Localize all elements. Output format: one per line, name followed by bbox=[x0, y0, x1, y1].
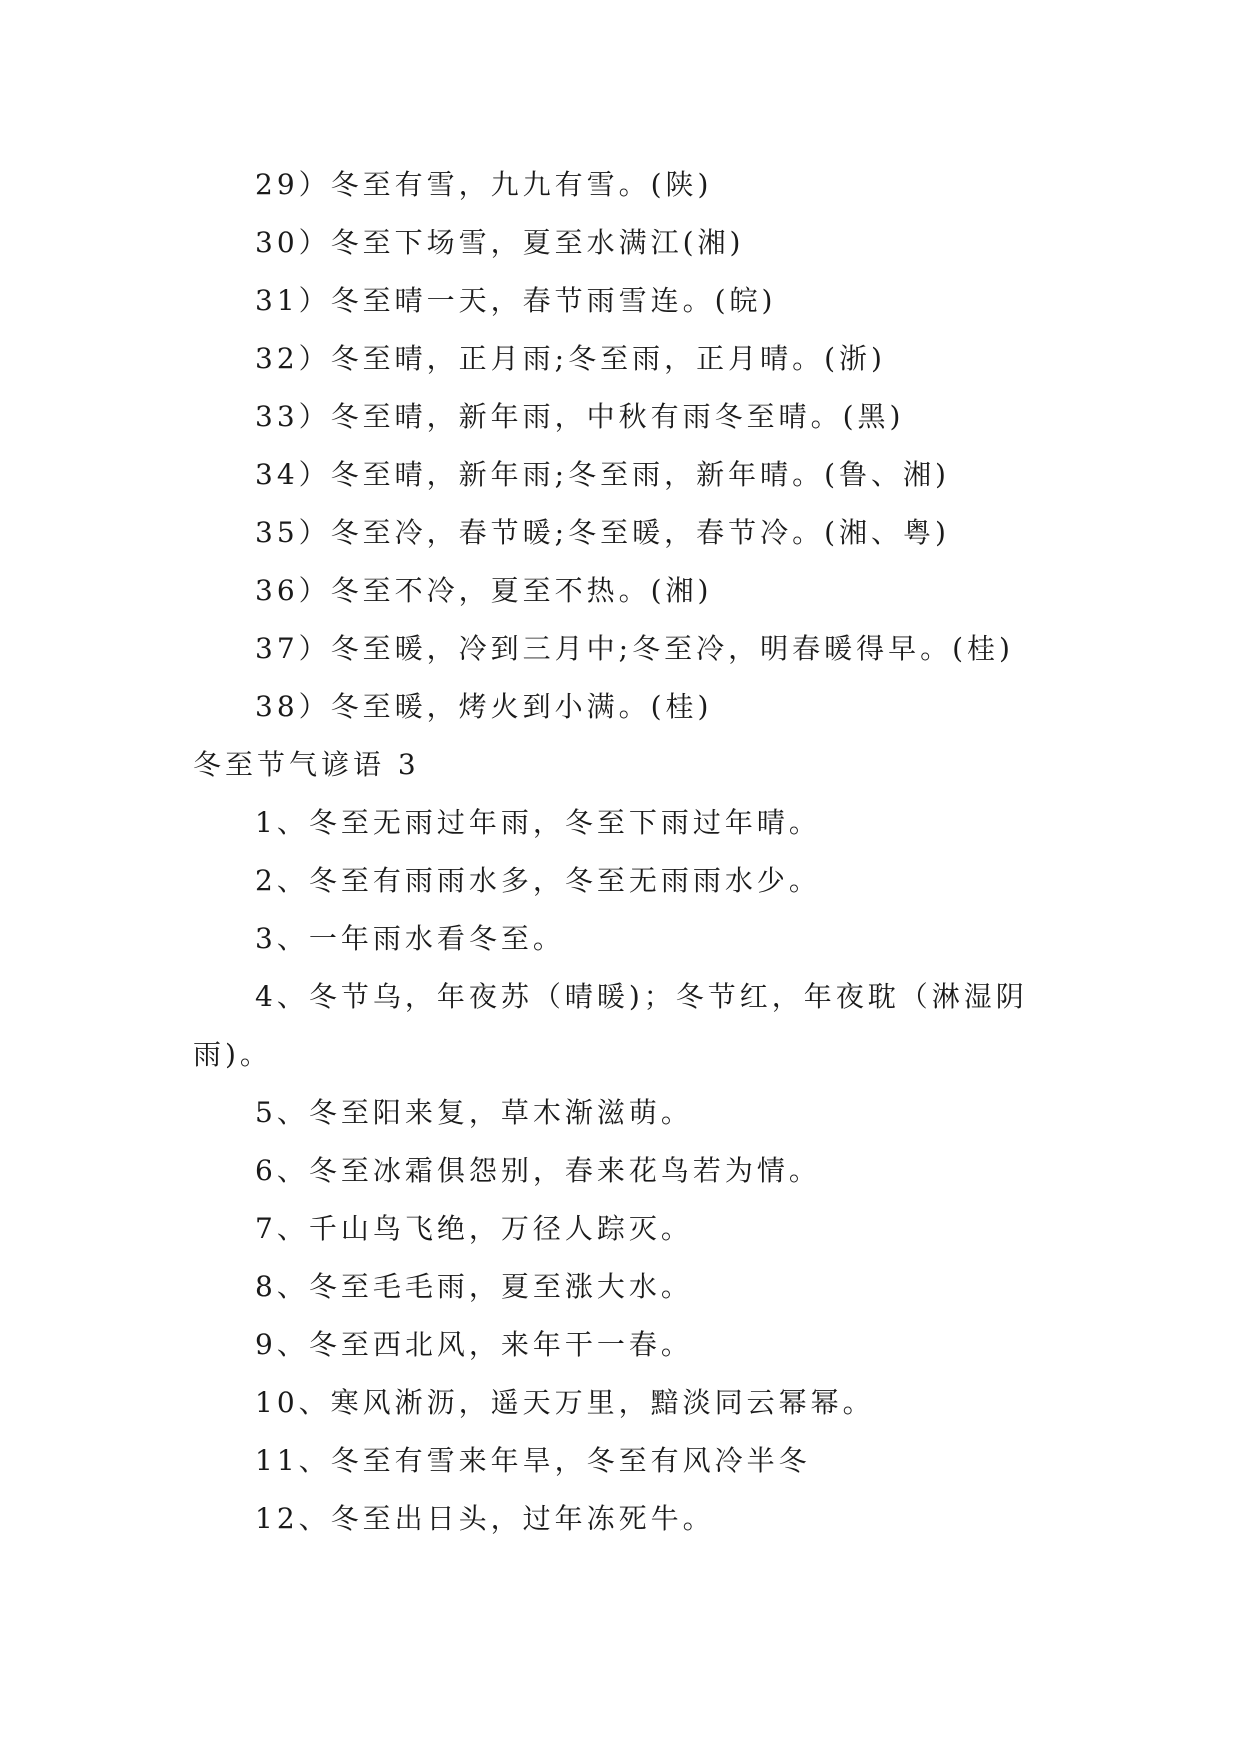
proverb-item: 9、冬至西北风，来年干一春。 bbox=[255, 1328, 693, 1361]
proverb-item: 5、冬至阳来复，草木渐滋萌。 bbox=[255, 1096, 693, 1129]
proverb-item: 33）冬至晴，新年雨，中秋有雨冬至晴。(黑) bbox=[255, 400, 905, 433]
proverb-item: 10、寒风淅沥，遥天万里，黯淡同云幂幂。 bbox=[255, 1386, 875, 1419]
proverb-item: 29）冬至有雪，九九有雪。(陕) bbox=[255, 168, 713, 201]
proverb-item: 38）冬至暖，烤火到小满。(桂) bbox=[255, 690, 713, 723]
proverb-item: 11、冬至有雪来年旱，冬至有风冷半冬 bbox=[255, 1444, 811, 1477]
proverb-item: 4、冬节乌，年夜苏（晴暖)；冬节红，年夜耽（淋湿阴雨)。 bbox=[193, 980, 1028, 1071]
proverb-item: 30）冬至下场雪，夏至水满江(湘) bbox=[255, 226, 745, 259]
proverb-item: 36）冬至不冷，夏至不热。(湘) bbox=[255, 574, 713, 607]
proverb-item: 34）冬至晴，新年雨;冬至雨，新年晴。(鲁、湘) bbox=[255, 458, 950, 491]
document-content bbox=[193, 156, 1073, 1548]
proverb-item: 31）冬至晴一天，春节雨雪连。(皖) bbox=[255, 284, 777, 317]
proverb-item: 12、冬至出日头，过年冻死牛。 bbox=[255, 1502, 715, 1535]
proverb-item: 32）冬至晴，正月雨;冬至雨，正月晴。(浙) bbox=[255, 342, 886, 375]
proverb-item: 1、冬至无雨过年雨，冬至下雨过年晴。 bbox=[255, 806, 821, 839]
proverb-item: 7、千山鸟飞绝，万径人踪灭。 bbox=[255, 1212, 693, 1245]
proverb-item: 37）冬至暖，冷到三月中;冬至冷，明春暖得早。(桂) bbox=[255, 632, 1014, 665]
proverb-item: 35）冬至冷，春节暖;冬至暖，春节冷。(湘、粤) bbox=[255, 516, 950, 549]
proverb-item: 6、冬至冰霜俱怨别，春来花鸟若为情。 bbox=[255, 1154, 821, 1187]
proverb-item: 2、冬至有雨雨水多，冬至无雨雨水少。 bbox=[255, 864, 821, 897]
proverb-item: 3、一年雨水看冬至。 bbox=[255, 922, 565, 955]
proverb-item: 8、冬至毛毛雨，夏至涨大水。 bbox=[255, 1270, 693, 1303]
section-heading: 冬至节气谚语 3 bbox=[193, 748, 420, 781]
